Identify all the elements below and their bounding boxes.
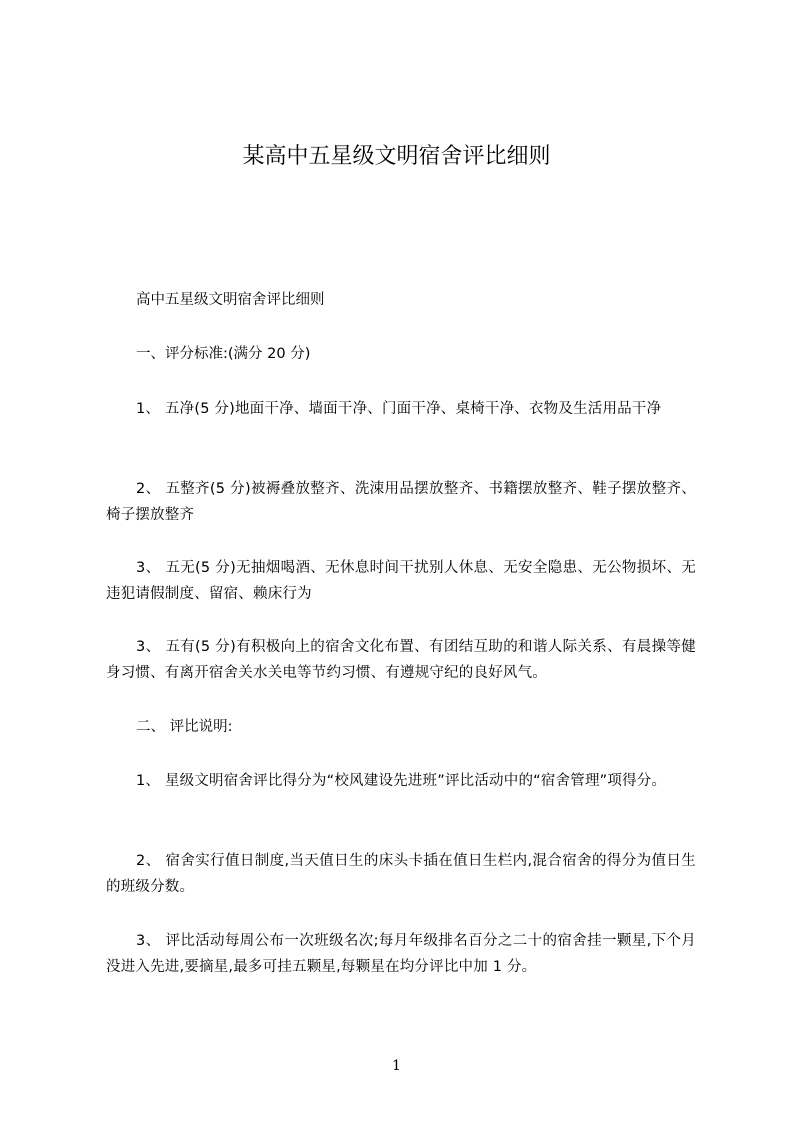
note-item-3: 3、 评比活动每周公布一次班级名次;每月年级排名百分之二十的宿舍挂一颗星,下个月没进入先进,要摘星,最多可挂五颗星,每颗星在均分评比中加 1 分。	[106, 933, 696, 975]
document-title: 某高中五星级文明宿舍评比细则	[242, 144, 551, 169]
criteria-item-1: 1、 五净(5 分)地面干净、墙面干净、门面干净、桌椅干净、衣物及生活用品干净	[136, 401, 662, 417]
section-1-heading: 一、评分标准:(满分 20 分)	[136, 346, 311, 362]
page-number: 1	[392, 1058, 401, 1074]
note-item-2: 2、 宿舍实行值日制度,当天值日生的床头卡插在值日生栏内,混合宿舍的得分为值日生的班级分数。	[106, 853, 696, 895]
criteria-item-3: 3、 五无(5 分)无抽烟喝酒、无休息时间干扰别人休息、无安全隐患、无公物损坏、无违犯请假制度、留宿、赖床行为	[106, 560, 696, 602]
criteria-item-2: 2、 五整齐(5 分)被褥叠放整齐、洗涑用品摆放整齐、书籍摆放整齐、鞋子摆放整齐、椅子摆放整齐	[106, 481, 696, 523]
section-2-heading: 二、 评比说明:	[136, 719, 233, 735]
criteria-item-4: 3、 五有(5 分)有积极向上的宿舍文化布置、有团结互助的和谐人际关系、有晨操等健身习惯、有离开宿舍关水关电等节约习惯、有遵规守纪的良好风气。	[106, 639, 696, 681]
document-subtitle: 高中五星级文明宿舍评比细则	[136, 292, 325, 308]
note-item-1: 1、 星级文明宿舍评比得分为“校风建设先进班”评比活动中的“宿舍管理”项得分。	[136, 773, 667, 789]
